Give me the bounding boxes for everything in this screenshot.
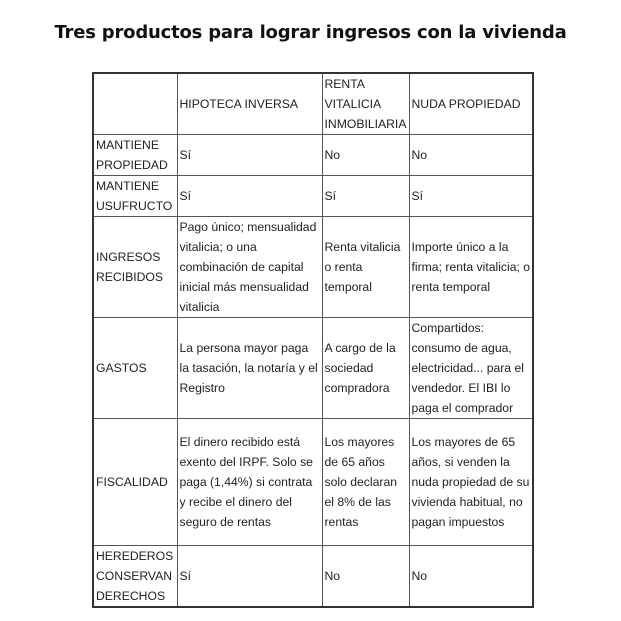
table-cell: Sí — [409, 176, 533, 217]
table-row — [93, 546, 533, 608]
table-cell: Sí — [177, 546, 322, 608]
row-header: HEREDEROS CONSERVAN DERECHOS — [93, 546, 177, 608]
table-cell: Los mayores de 65 años solo declaran el 8% de las rentas — [322, 419, 409, 546]
table-cell: No — [409, 135, 533, 176]
comparison-table — [92, 72, 534, 608]
table-cell: La persona mayor paga la tasación, la notaría y el Registro — [177, 318, 322, 419]
table-cell: Los mayores de 65 años, si venden la nuda propiedad de su vivienda habitual, no pagan impuestos — [409, 419, 533, 546]
column-header: NUDA PROPIEDAD — [409, 73, 533, 135]
table-cell: Renta vitalicia o renta temporal — [322, 217, 409, 318]
table-row — [93, 176, 533, 217]
table-cell: A cargo de la sociedad compradora — [322, 318, 409, 419]
table-cell: Sí — [177, 135, 322, 176]
column-header: RENTA VITALICIA INMOBILIARIA — [322, 73, 409, 135]
table-cell: No — [322, 135, 409, 176]
row-header: MANTIENE PROPIEDAD — [93, 135, 177, 176]
table-row — [93, 217, 533, 318]
table-cell: Importe único a la firma; renta vitalicia; o renta temporal — [409, 217, 533, 318]
table-cell: Sí — [322, 176, 409, 217]
table-cell: No — [409, 546, 533, 608]
table-cell: Sí — [177, 176, 322, 217]
table-cell: El dinero recibido está exento del IRPF. Solo se paga (1,44%) si contrata y recibe el dinero del seguro de rentas — [177, 419, 322, 546]
page-title: Tres productos para lograr ingresos con la vivienda — [54, 22, 567, 43]
table-row — [93, 419, 533, 546]
column-header — [93, 73, 177, 135]
table-cell: No — [322, 546, 409, 608]
header-row — [93, 73, 533, 135]
row-header: GASTOS — [93, 318, 177, 419]
row-header: MANTIENE USUFRUCTO — [93, 176, 177, 217]
table-row — [93, 318, 533, 419]
table-cell: Pago único; mensualidad vitalicia; o una combinación de capital inicial más mensualidad vitalicia — [177, 217, 322, 318]
table-row — [93, 135, 533, 176]
table-cell: Compartidos: consumo de agua, electricidad... para el vendedor. El IBI lo paga el comprador — [409, 318, 533, 419]
row-header: FISCALIDAD — [93, 419, 177, 546]
column-header: HIPOTECA INVERSA — [177, 73, 322, 135]
row-header: INGRESOS RECIBIDOS — [93, 217, 177, 318]
